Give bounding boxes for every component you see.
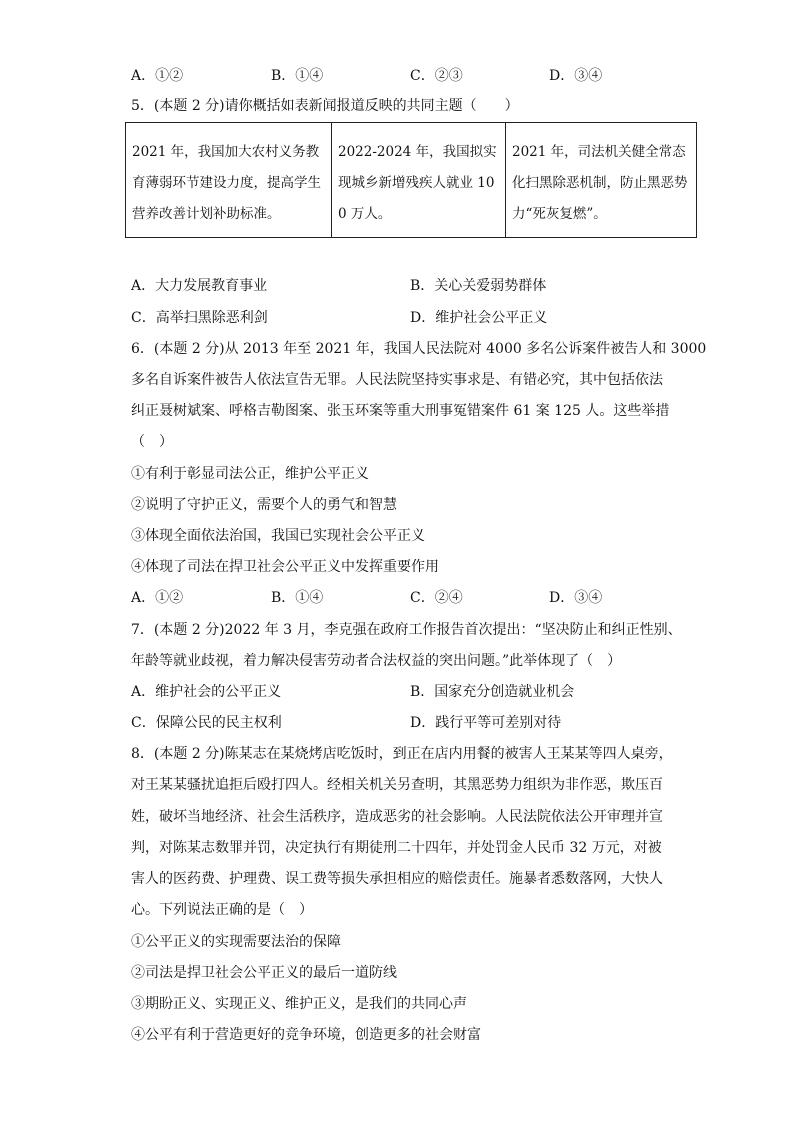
q4-option-b: B．①④ (271, 68, 324, 84)
q7-stem-line-2: 年龄等就业歧视，着力解决侵害劳动者合法权益的突出问题。”此举体现了（ ） (131, 653, 622, 669)
q5-news-cell-1: 2021 年，我国加大农村义务教育薄弱环节建设力度，提高学生营养改善计划补助标准。 (126, 123, 332, 238)
q8-stem-line-4: 判，对陈某志数罪并罚，决定执行有期徒刑二十四年，并处罚金人民币 32 万元，对被 (131, 840, 662, 856)
q6-stem-line-4: （ ） (131, 434, 173, 450)
q8-statement-2: ②司法是捍卫社会公平正义的最后一道防线 (131, 965, 397, 981)
q8-stem-line-2: 对王某某骚扰追拒后殴打四人。经相关机关另查明，其黑恶势力组织为非作恶，欺压百 (131, 777, 663, 793)
q7-options-row-1 (0, 683, 794, 703)
q6-statement-2: ②说明了守护正义，需要个人的勇气和智慧 (131, 497, 397, 513)
q6-option-b: B．①④ (271, 590, 324, 606)
q6-stem-line-1: 6．(本题 2 分)从 2013 年至 2021 年，我国人民法院对 4000 多名公诉案件被告人和 3000 (131, 341, 707, 357)
q7-options-row-2 (0, 714, 794, 734)
q7-stem-line-1: 7．(本题 2 分)2022 年 3 月，李克强在政府工作报告首次提出：“坚决防止和纠正性别、 (131, 622, 682, 638)
q6-options (0, 589, 794, 609)
q8-stem-line-6: 心。下列说法正确的是（ ） (131, 902, 313, 918)
q8-statement-4: ④公平有利于营造更好的竞争环境，创造更多的社会财富 (131, 1027, 481, 1043)
q5-option-c: C．高举扫黑除恶利剑 (131, 310, 268, 326)
q5-news-cell-3: 2021 年，司法机关健全常态化扫黑除恶机制，防止黑恶势力“死灰复燃”。 (506, 123, 697, 238)
q5-option-d: D．维护社会公平正义 (410, 310, 548, 326)
q5-news-table (125, 122, 697, 238)
q7-option-c: C．保障公民的民主权利 (131, 715, 282, 731)
q7-option-a: A．维护社会的公平正义 (131, 684, 282, 700)
q7-option-b: B．国家充分创造就业机会 (410, 684, 575, 700)
q4-option-a: A．①② (131, 68, 184, 84)
q8-statement-3: ③期盼正义、实现正义、维护正义，是我们的共同心声 (131, 996, 467, 1012)
q4-option-c: C．②③ (410, 68, 463, 84)
q6-statement-1: ①有利于彰显司法公正，维护公平正义 (131, 466, 369, 482)
q5-stem: 5．(本题 2 分)请你概括如表新闻报道反映的共同主题（ ） (131, 98, 519, 114)
q8-stem-line-5: 害人的医药费、护理费、误工费等损失承担相应的赔偿责任。施暴者悉数落网，大快人 (131, 871, 663, 887)
q8-stem-line-1: 8．(本题 2 分)陈某志在某烧烤店吃饭时，到正在店内用餐的被害人王某某等四人桌旁， (131, 746, 673, 762)
q6-statement-3: ③体现全面依法治国，我国已实现社会公平正义 (131, 528, 425, 544)
q6-stem-line-3: 纠正聂树斌案、呼格吉勒图案、张玉环案等重大刑事冤错案件 61 案 125 人。这些举措 (131, 403, 670, 419)
q5-options-row-1 (0, 277, 794, 297)
q6-statement-4: ④体现了司法在捍卫社会公平正义中发挥重要作用 (131, 559, 439, 575)
q5-option-b: B．关心关爱弱势群体 (410, 278, 547, 294)
q7-option-d: D．践行平等可差别对待 (410, 715, 562, 731)
q4-option-d: D．③④ (549, 68, 603, 84)
q5-options-row-2 (0, 309, 794, 329)
q6-option-d: D．③④ (549, 590, 603, 606)
q6-stem-line-2: 多名自诉案件被告人依法宣告无罪。人民法院坚持实事求是、有错必究，其中包括依法 (131, 372, 663, 388)
q8-stem-line-3: 姓，破坏当地经济、社会生活秩序，造成恶劣的社会影响。人民法院依法公开审理并宣 (131, 809, 663, 825)
q5-news-cell-2: 2022-2024 年，我国拟实现城乡新增残疾人就业 100 万人。 (332, 123, 506, 238)
q6-option-a: A．①② (131, 590, 184, 606)
q5-option-a: A．大力发展教育事业 (131, 278, 268, 294)
q4-options (0, 67, 794, 87)
q6-option-c: C．②④ (410, 590, 463, 606)
q8-statement-1: ①公平正义的实现需要法治的保障 (131, 934, 341, 950)
